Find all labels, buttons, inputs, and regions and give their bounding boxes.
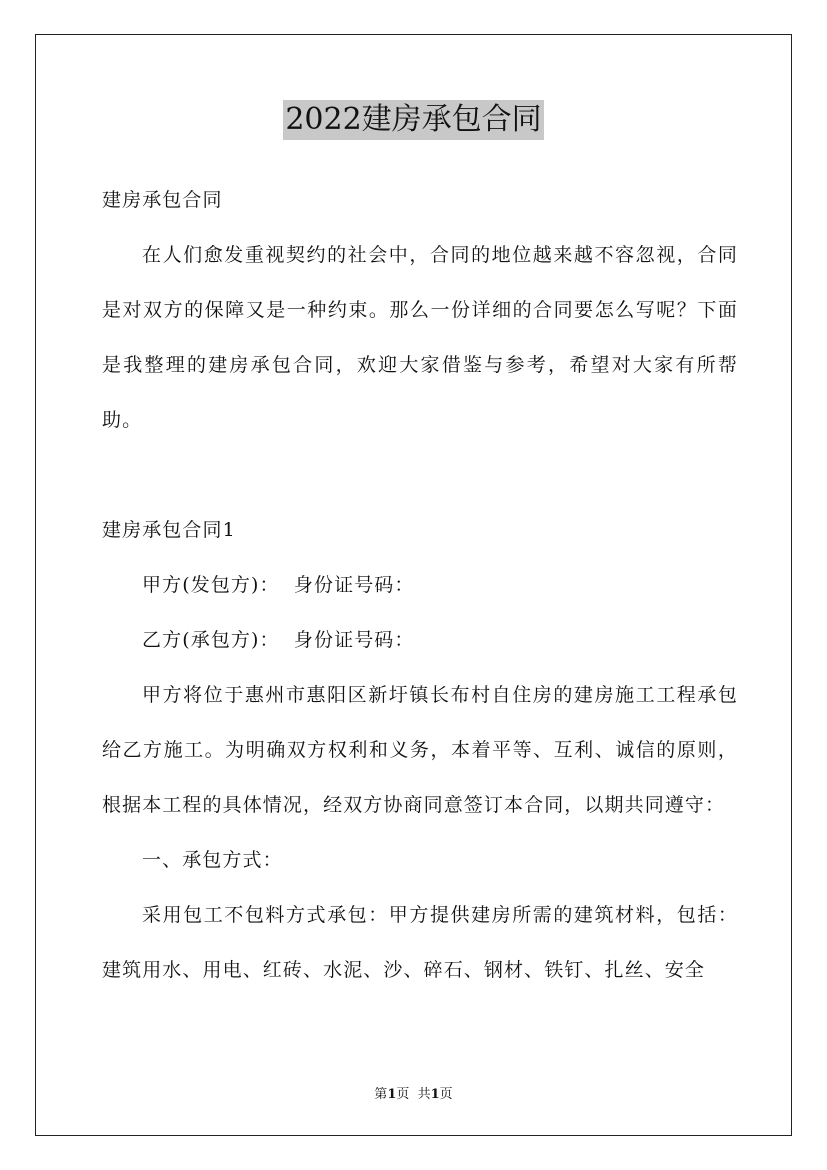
page-footer — [0, 1083, 827, 1102]
party-a-line: 甲方(发包方)： 身份证号码： — [142, 574, 415, 596]
subtitle: 建房承包合同 — [102, 189, 223, 211]
document-title: 2022建房承包合同 — [283, 100, 543, 140]
title-area — [0, 100, 827, 140]
clause-1-heading: 一、承包方式： — [142, 849, 283, 871]
section-heading: 建房承包合同1 — [102, 519, 236, 541]
party-b-line: 乙方(承包方)： 身份证号码： — [142, 629, 415, 651]
footer-mid: 页 共 — [396, 1087, 431, 1102]
clause-intro-paragraph: 甲方将位于惠州市惠阳区新圩镇长布村自住房的建房施工工程承包给乙方施工。为明确双方权利和义务，本着平等、互利、诚信的原则，根据本工程的具体情况，经双方协商同意签订本合同，以期共同遵守： — [102, 684, 738, 816]
footer-page-number: 1 — [387, 1087, 397, 1102]
clause-1-paragraph: 采用包工不包料方式承包：甲方提供建房所需的建筑材料，包括：建筑用水、用电、红砖、水泥、沙、碎石、钢材、铁钉、扎丝、安全 — [102, 904, 738, 981]
footer-total-pages: 1 — [430, 1087, 440, 1102]
paragraph-gap — [102, 448, 738, 503]
footer-prefix: 第 — [374, 1087, 388, 1102]
footer-suffix: 页 — [439, 1087, 453, 1102]
document-body — [102, 173, 738, 998]
intro-paragraph: 在人们愈发重视契约的社会中，合同的地位越来越不容忽视，合同是对双方的保障又是一种约束。那么一份详细的合同要怎么写呢？下面是我整理的建房承包合同，欢迎大家借鉴与参考，希望对大家有所帮助。 — [102, 244, 738, 431]
